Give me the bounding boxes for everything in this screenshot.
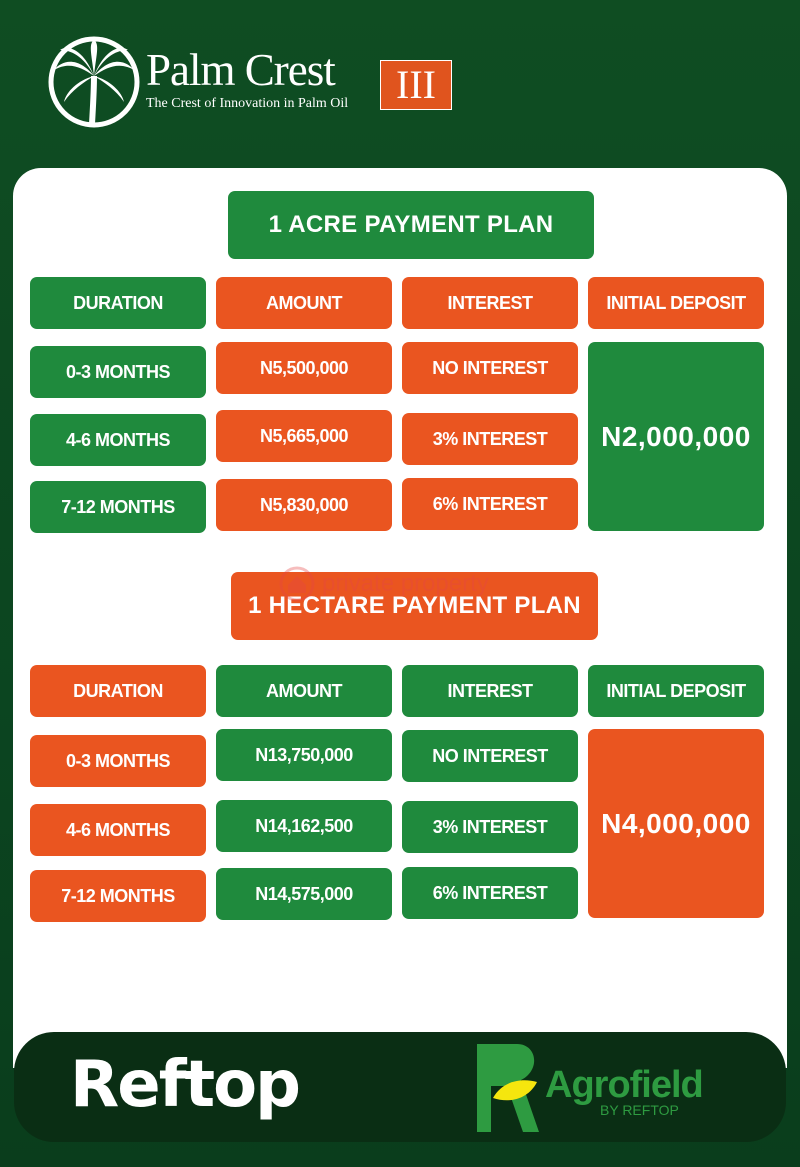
brand-tagline: The Crest of Innovation in Palm Oil <box>146 96 349 111</box>
acre-row-1-amount: N5,500,000 <box>216 342 392 394</box>
hectare-initial-deposit-value: N4,000,000 <box>588 729 764 918</box>
acre-initial-deposit-value: N2,000,000 <box>588 342 764 531</box>
agrofield-leaf-icon <box>473 1040 545 1136</box>
hectare-row-1-duration: 0-3 MONTHS <box>30 735 206 787</box>
hectare-header-duration: DURATION <box>30 665 206 717</box>
hectare-row-2-amount: N14,162,500 <box>216 800 392 852</box>
acre-header-amount: AMOUNT <box>216 277 392 329</box>
brand-title: Palm Crest <box>146 45 335 95</box>
brand-badge: III <box>380 60 452 110</box>
hectare-row-2-interest: 3% INTEREST <box>402 801 578 853</box>
hectare-row-3-duration: 7-12 MONTHS <box>30 870 206 922</box>
acre-row-2-interest: 3% INTEREST <box>402 413 578 465</box>
palm-tree-logo-icon <box>48 36 140 128</box>
acre-row-3-duration: 7-12 MONTHS <box>30 481 206 533</box>
hectare-header-interest: INTEREST <box>402 665 578 717</box>
hectare-row-3-interest: 6% INTEREST <box>402 867 578 919</box>
acre-header-duration: DURATION <box>30 277 206 329</box>
acre-row-1-interest: NO INTEREST <box>402 342 578 394</box>
brand-header <box>48 36 468 131</box>
acre-header-interest: INTEREST <box>402 277 578 329</box>
acre-plan-title: 1 ACRE PAYMENT PLAN <box>228 191 594 259</box>
agrofield-name: Agrofield <box>545 1064 703 1106</box>
acre-header-initial-deposit: INITIAL DEPOSIT <box>588 277 764 329</box>
watermark-text: private property <box>322 570 489 597</box>
hectare-header-initial-deposit: INITIAL DEPOSIT <box>588 665 764 717</box>
reftop-logo: Reftop <box>70 1048 299 1122</box>
hectare-plan-title: 1 HECTARE PAYMENT PLAN <box>231 572 598 640</box>
acre-row-2-amount: N5,665,000 <box>216 410 392 462</box>
hectare-row-2-duration: 4-6 MONTHS <box>30 804 206 856</box>
acre-row-2-duration: 4-6 MONTHS <box>30 414 206 466</box>
hectare-row-3-amount: N14,575,000 <box>216 868 392 920</box>
hectare-row-1-interest: NO INTEREST <box>402 730 578 782</box>
hectare-header-amount: AMOUNT <box>216 665 392 717</box>
acre-row-3-amount: N5,830,000 <box>216 479 392 531</box>
hectare-row-1-amount: N13,750,000 <box>216 729 392 781</box>
acre-row-1-duration: 0-3 MONTHS <box>30 346 206 398</box>
acre-row-3-interest: 6% INTEREST <box>402 478 578 530</box>
agrofield-sub: BY REFTOP <box>600 1102 679 1118</box>
